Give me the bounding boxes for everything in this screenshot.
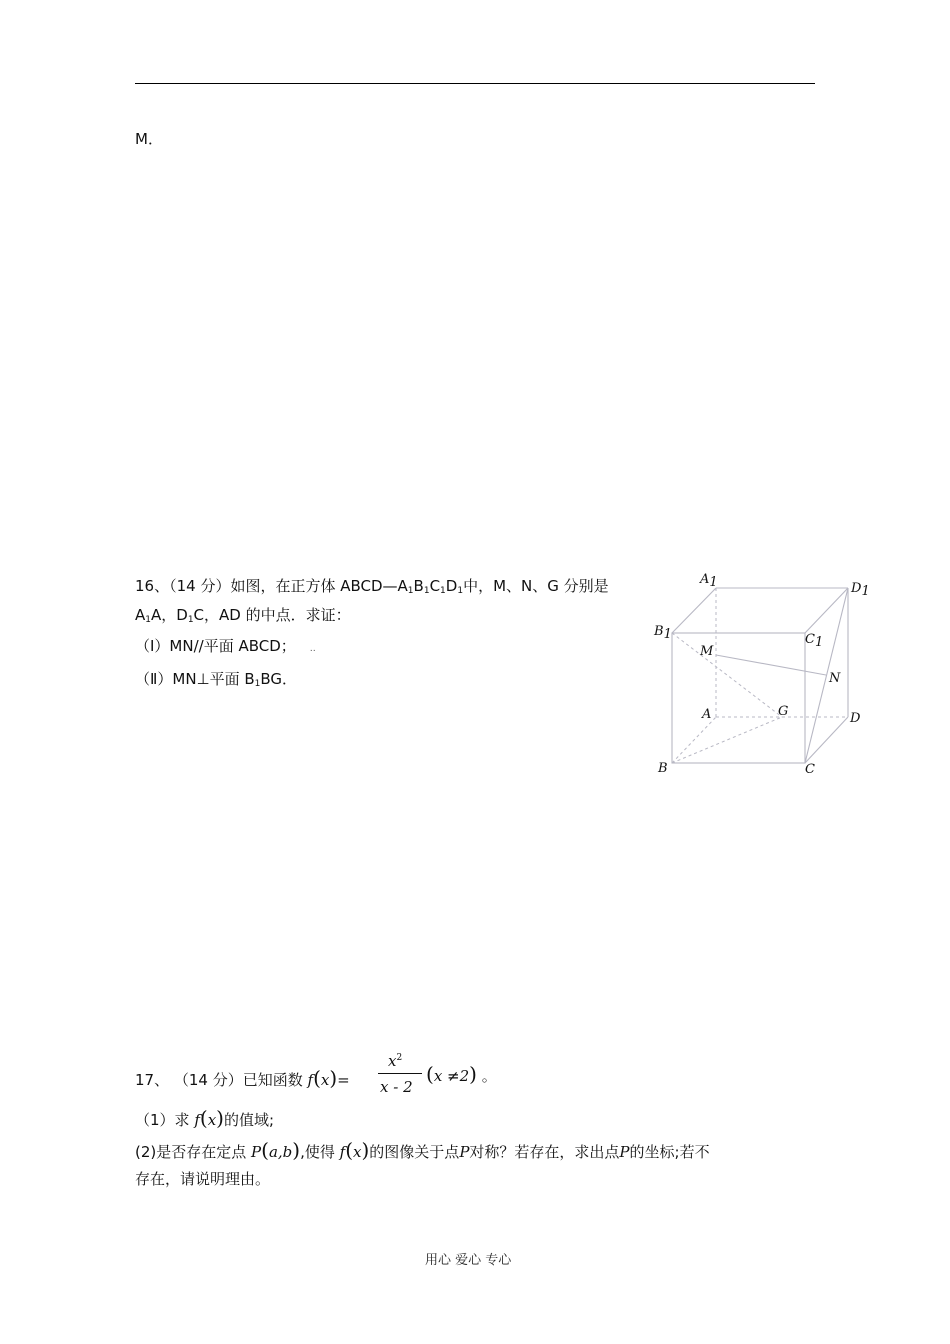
function-f: f: [307, 1071, 314, 1089]
q16-points: （14 分）: [169, 577, 231, 595]
label-c: C: [805, 762, 815, 777]
q16-number: 16、: [135, 577, 170, 595]
label-b1: B1: [654, 624, 672, 642]
q17-condition: (x ≠2) 。: [426, 1062, 497, 1086]
label-d1: D1: [851, 581, 870, 599]
segment-m-n: [716, 655, 826, 675]
edge-c1-d1: [805, 588, 848, 633]
header-rule: [135, 83, 815, 84]
q17-points: （14 分）已知函数: [173, 1071, 303, 1089]
label-c1: C1: [805, 632, 824, 650]
label-b: B: [658, 761, 668, 776]
top-fragment: M．: [135, 130, 163, 148]
label-a: A: [702, 707, 712, 722]
label-n: N: [829, 671, 841, 686]
fraction: [378, 1050, 424, 1100]
cube-figure: [640, 565, 880, 790]
q16-part2: （Ⅱ）MN⊥平面 $B_1BG$．: [135, 670, 298, 689]
label-a1: A1: [700, 572, 718, 590]
q17-part1: （1）求 f(x)的值域;: [135, 1106, 275, 1130]
diagonal-c-d1: [805, 588, 848, 763]
q17-number: 17、: [135, 1071, 170, 1089]
label-g: G: [778, 704, 789, 719]
fraction-bar: [378, 1073, 422, 1074]
segment-b-g: [672, 717, 782, 763]
edge-c-d: [805, 717, 848, 763]
q16-part1: （Ⅰ）MN//平面 ABCD； ‥: [135, 637, 316, 655]
q17-part2-line2: 存在，请说明理由。: [135, 1170, 271, 1188]
q16-line1: 16、（14 分）如图，在正方体 $ABCD—A_1B_1C_1D_1$中，M、N、G 分别是: [135, 577, 609, 596]
edge-b1-a1: [672, 588, 716, 633]
segment-b1-g: [672, 633, 782, 717]
label-d: D: [850, 711, 861, 726]
q17-line1: 17、 （14 分）已知函数 f(x)=: [135, 1066, 350, 1090]
label-m: M: [700, 644, 714, 659]
page-footer: 用心 爱心 专心: [425, 1253, 512, 1268]
fraction-numerator: $x^2$: [388, 1052, 403, 1070]
edge-b-a-hidden: [672, 717, 716, 763]
q17-part2-line1: (2)是否存在定点 P(a,b),使得 f(x)的图像关于点P对称？若存在，求出点P的坐标;若不: [135, 1138, 710, 1162]
fraction-denominator: x - 2: [380, 1078, 413, 1096]
q16-line2: $A_1A$，$D_1C$，AD 的中点．求证：: [135, 606, 351, 625]
front-face: [672, 633, 805, 763]
